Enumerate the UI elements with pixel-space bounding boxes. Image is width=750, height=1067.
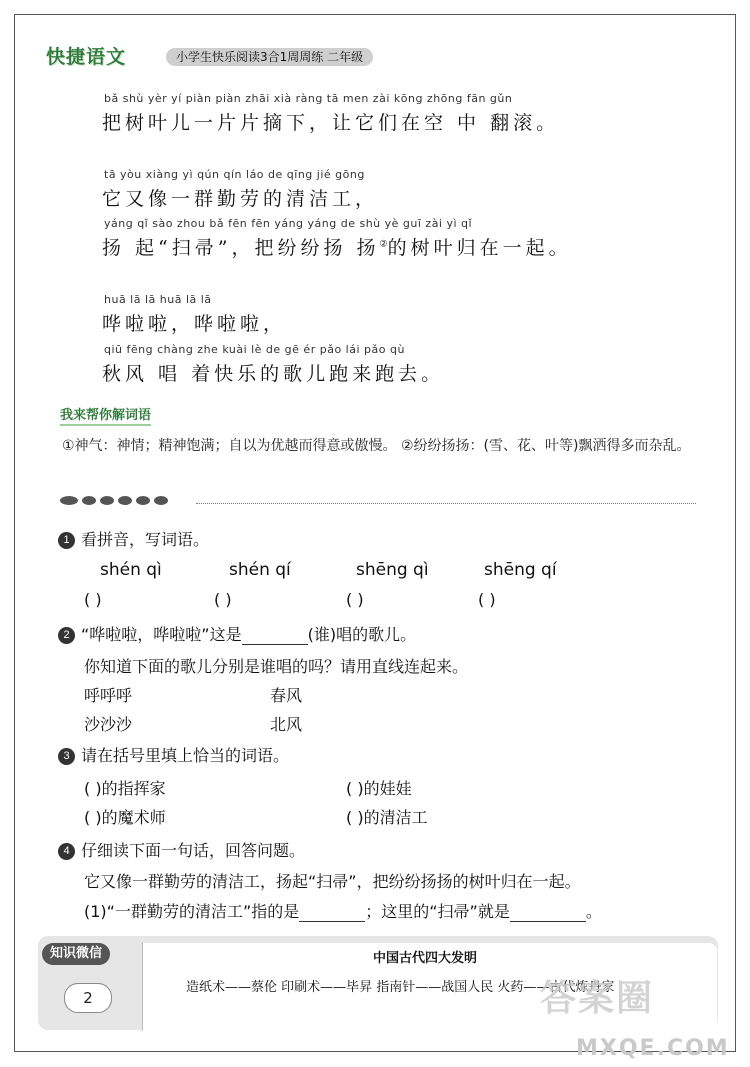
footnote-marker-2: ② — [379, 239, 388, 250]
question-1 — [58, 527, 209, 550]
knowledge-title: 中国古代四大发明 — [372, 951, 477, 966]
poem-line-2-pinyin: tā yòu xiàng yì qún qín láo de qīng jié gōng — [104, 168, 365, 181]
poem-line-2: 它又像一群勤劳的清洁工， — [102, 188, 379, 210]
vocab-explanations: ①神气：神情；精神饱满；自以为优越而得意或傲慢。 ②纷纷扬扬：(雪、花、叶等)飘洒得多而杂乱。 — [62, 438, 691, 454]
q4-answer-blank-1[interactable] — [299, 903, 365, 922]
q3-item-1[interactable]: ( )的指挥家 — [84, 779, 166, 798]
poem-line-4: 哗啦啦，哗啦啦， — [102, 313, 287, 335]
question-3-number: 3 — [58, 748, 75, 765]
q1-pinyin-2: shén qí — [229, 560, 291, 580]
question-2-text-b: (谁)唱的歌儿。 — [307, 625, 417, 644]
q1-answer-blank-3[interactable]: ( ) — [346, 590, 364, 609]
q3-item-2[interactable]: ( )的娃娃 — [346, 779, 412, 798]
wind-option-1[interactable]: 春风 — [270, 686, 303, 705]
q4-sub-text-b: ；这里的“扫帚”就是 — [365, 902, 510, 921]
sound-option-1[interactable]: 呼呼呼 — [84, 686, 133, 705]
watermark-url: MXQE.COM — [576, 1036, 730, 1061]
poem-line-1-pinyin: bǎ shù yèr yí piàn piàn zhāi xià ràng tā men zài kōng zhōng fān gǔn — [104, 92, 513, 105]
q4-answer-blank-2[interactable] — [510, 903, 586, 922]
question-1-text: 看拼音，写词语。 — [81, 530, 210, 549]
series-logo: 快捷语文 — [46, 46, 127, 68]
question-2 — [58, 622, 416, 645]
page-number: 2 — [64, 983, 112, 1013]
question-4-sub-1 — [84, 899, 602, 922]
vocab-section-title: 我来帮你解词语 — [60, 404, 151, 426]
q4-sub-text-c: 。 — [585, 902, 602, 921]
book-subtitle: 小学生快乐阅读3合1周周练 二年级 — [166, 48, 373, 66]
poem-line-3 — [102, 233, 572, 260]
knowledge-tips-label: 知识微信 — [42, 943, 110, 965]
watermark-logo: 答案圈 — [540, 978, 655, 1019]
section-divider-line — [196, 503, 696, 504]
question-3-text: 请在括号里填上恰当的词语。 — [81, 746, 290, 765]
wind-option-2[interactable]: 北风 — [270, 715, 303, 734]
question-4-text: 仔细读下面一句话，回答问题。 — [81, 841, 306, 860]
question-2-text-a: “哗啦啦，哗啦啦”这是 — [81, 625, 242, 644]
poem-line-5: 秋风 唱 着快乐的歌儿跑来跑去。 — [102, 363, 445, 385]
poem-line-1: 把树叶儿一片片摘下，让它们在空 中 翻滚。 — [102, 112, 560, 134]
q4-sub-text-a: (1)“一群勤劳的清洁工”指的是 — [84, 902, 300, 921]
question-1-number: 1 — [58, 532, 75, 549]
q1-answer-blank-1[interactable]: ( ) — [84, 590, 102, 609]
q3-item-4[interactable]: ( )的清洁工 — [346, 808, 428, 827]
q1-pinyin-3: shēng qì — [356, 560, 429, 580]
knowledge-text: 造纸术——蔡伦 印刷术——毕昇 指南针——战国人民 火药——古代炼丹家 — [186, 980, 615, 995]
question-4 — [58, 838, 305, 861]
poem-line-3-part-a: 扬 起“扫帚”，把纷纷扬 扬 — [102, 237, 380, 259]
q2-answer-blank[interactable] — [242, 626, 308, 645]
poem-line-3-part-b: 的树叶归在一起。 — [387, 237, 572, 259]
poem-line-4-pinyin: huā lā lā huā lā lā — [104, 293, 212, 306]
question-4-sentence: 它又像一群勤劳的清洁工，扬起“扫帚”，把纷纷扬扬的树叶归在一起。 — [84, 872, 581, 891]
poem-line-3-pinyin: yáng qǐ sào zhou bǎ fēn fēn yáng yáng de shù yè guī zài yì qǐ — [104, 217, 473, 230]
question-4-number: 4 — [58, 843, 75, 860]
q1-answer-blank-4[interactable]: ( ) — [478, 590, 496, 609]
q3-item-3[interactable]: ( )的魔术师 — [84, 808, 166, 827]
poem-line-5-pinyin: qiū fēng chàng zhe kuài lè de gē ér pǎo lái pǎo qù — [104, 343, 405, 356]
question-2-instruction: 你知道下面的歌儿分别是谁唱的吗？请用直线连起来。 — [84, 657, 469, 676]
q1-answer-blank-2[interactable]: ( ) — [214, 590, 232, 609]
section-divider-dots — [60, 496, 168, 505]
q1-pinyin-1: shén qì — [100, 560, 162, 580]
question-3 — [58, 743, 289, 766]
q1-pinyin-4: shēng qí — [484, 560, 557, 580]
question-2-number: 2 — [58, 627, 75, 644]
sound-option-2[interactable]: 沙沙沙 — [84, 715, 133, 734]
